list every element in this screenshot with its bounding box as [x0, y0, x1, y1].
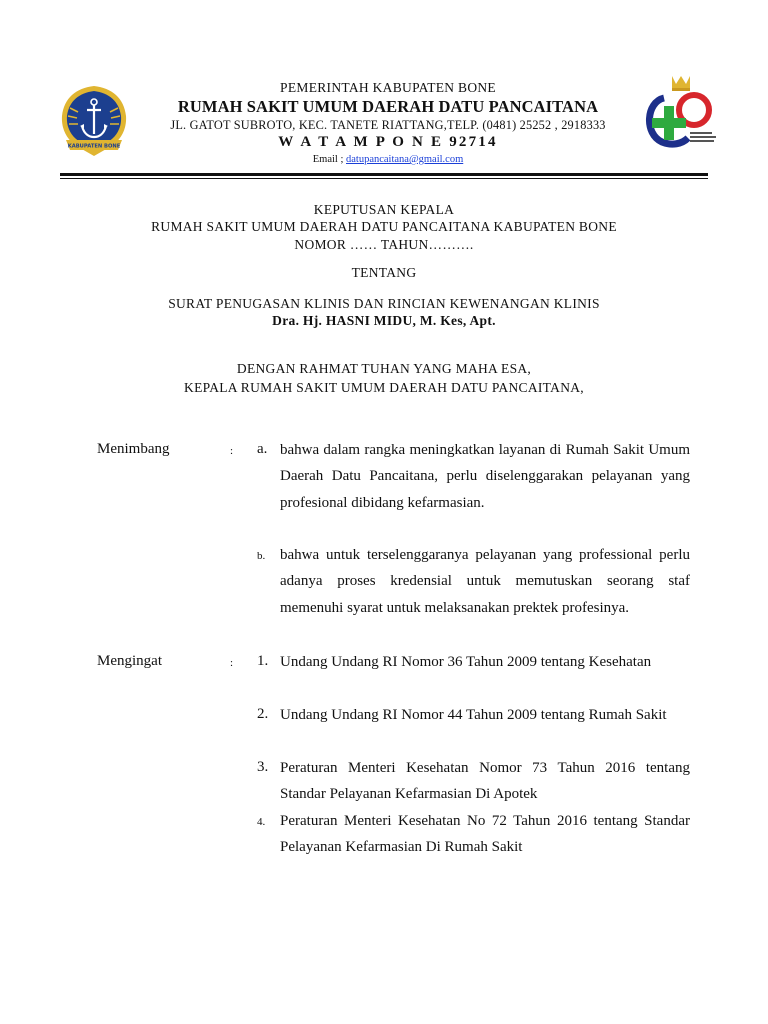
opening-line-2: KEPALA RUMAH SAKIT UMUM DAERAH DATU PANCAITANA, — [184, 380, 584, 395]
menimbang-marker-a: a. — [257, 441, 268, 457]
tentang-heading: TENTANG — [351, 265, 417, 280]
mengingat-marker-4: 4. — [257, 816, 266, 828]
header-rule-thin — [60, 178, 708, 179]
mengingat-marker-1: 1. — [257, 653, 269, 669]
hospital-address: JL. GATOT SUBROTO, KEC. TANETE RIATTANG,TELP. (0481) 25252 , 2918333 — [170, 118, 606, 132]
decree-subject: SURAT PENUGASAN KLINIS DAN RINCIAN KEWENANGAN KLINIS — [168, 296, 600, 311]
email-label: Email ; — [312, 154, 346, 165]
header-rule-thick — [60, 173, 708, 176]
mengingat-marker-2: 2. — [257, 706, 269, 722]
menimbang-item-a: bahwa dalam rangka meningkatkan layanan di Rumah Sakit Umum Daerah Datu Pancaitana, perlu diselenggarakan pelayanan yang profesional dibidang kefarmasian. — [280, 442, 690, 511]
decree-number: NOMOR …… TAHUN………. — [294, 237, 474, 252]
decree-person: Dra. Hj. HASNI MIDU, M. Kes, Apt. — [272, 313, 496, 328]
email-link[interactable]: datupancaitana@gmail.com — [346, 154, 464, 165]
hospital-name: RUMAH SAKIT UMUM DAERAH DATU PANCAITANA — [177, 97, 599, 116]
emblem-banner-text: KABUPATEN BONE — [67, 143, 121, 150]
mengingat-label: Mengingat — [97, 653, 162, 669]
mengingat-item-4: Peraturan Menteri Kesehatan No 72 Tahun 2016 tentang Standar Pelayanan Kefarmasian Di Rumah Sakit — [280, 813, 690, 856]
rsud-datu-pancaitana-logo-icon — [642, 72, 720, 164]
kabupaten-bone-emblem-icon — [58, 82, 130, 160]
mengingat-colon: : — [230, 657, 234, 669]
menimbang-item-b: bahwa untuk terselenggaranya pelayanan yang professional perlu adanya proses kredensial untuk memutuskan seorang staf memenuhi syarat untuk melaksanakan prektek profesinya. — [280, 547, 690, 616]
decree-issuer: RUMAH SAKIT UMUM DAERAH DATU PANCAITANA KABUPATEN BONE — [151, 219, 617, 234]
mengingat-item-2: Undang Undang RI Nomor 44 Tahun 2009 tentang Rumah Sakit — [280, 707, 667, 723]
menimbang-marker-b: b. — [257, 550, 266, 562]
mengingat-item-3: Peraturan Menteri Kesehatan Nomor 73 Tahun 2016 tentang Standar Pelayanan Kefarmasian Di Apotek — [280, 760, 690, 803]
email-line — [132, 154, 644, 165]
government-name: PEMERINTAH KABUPATEN BONE — [280, 80, 496, 95]
mengingat-item-1: Undang Undang RI Nomor 36 Tahun 2009 tentang Kesehatan — [280, 654, 652, 670]
decree-title: KEPUTUSAN KEPALA — [313, 202, 455, 217]
mengingat-marker-3: 3. — [257, 759, 269, 775]
city-postcode: W A T A M P O N E 92714 — [278, 134, 498, 150]
menimbang-label: Menimbang — [97, 441, 170, 457]
menimbang-colon: : — [230, 445, 234, 457]
opening-line-1: DENGAN RAHMAT TUHAN YANG MAHA ESA, — [236, 361, 532, 376]
